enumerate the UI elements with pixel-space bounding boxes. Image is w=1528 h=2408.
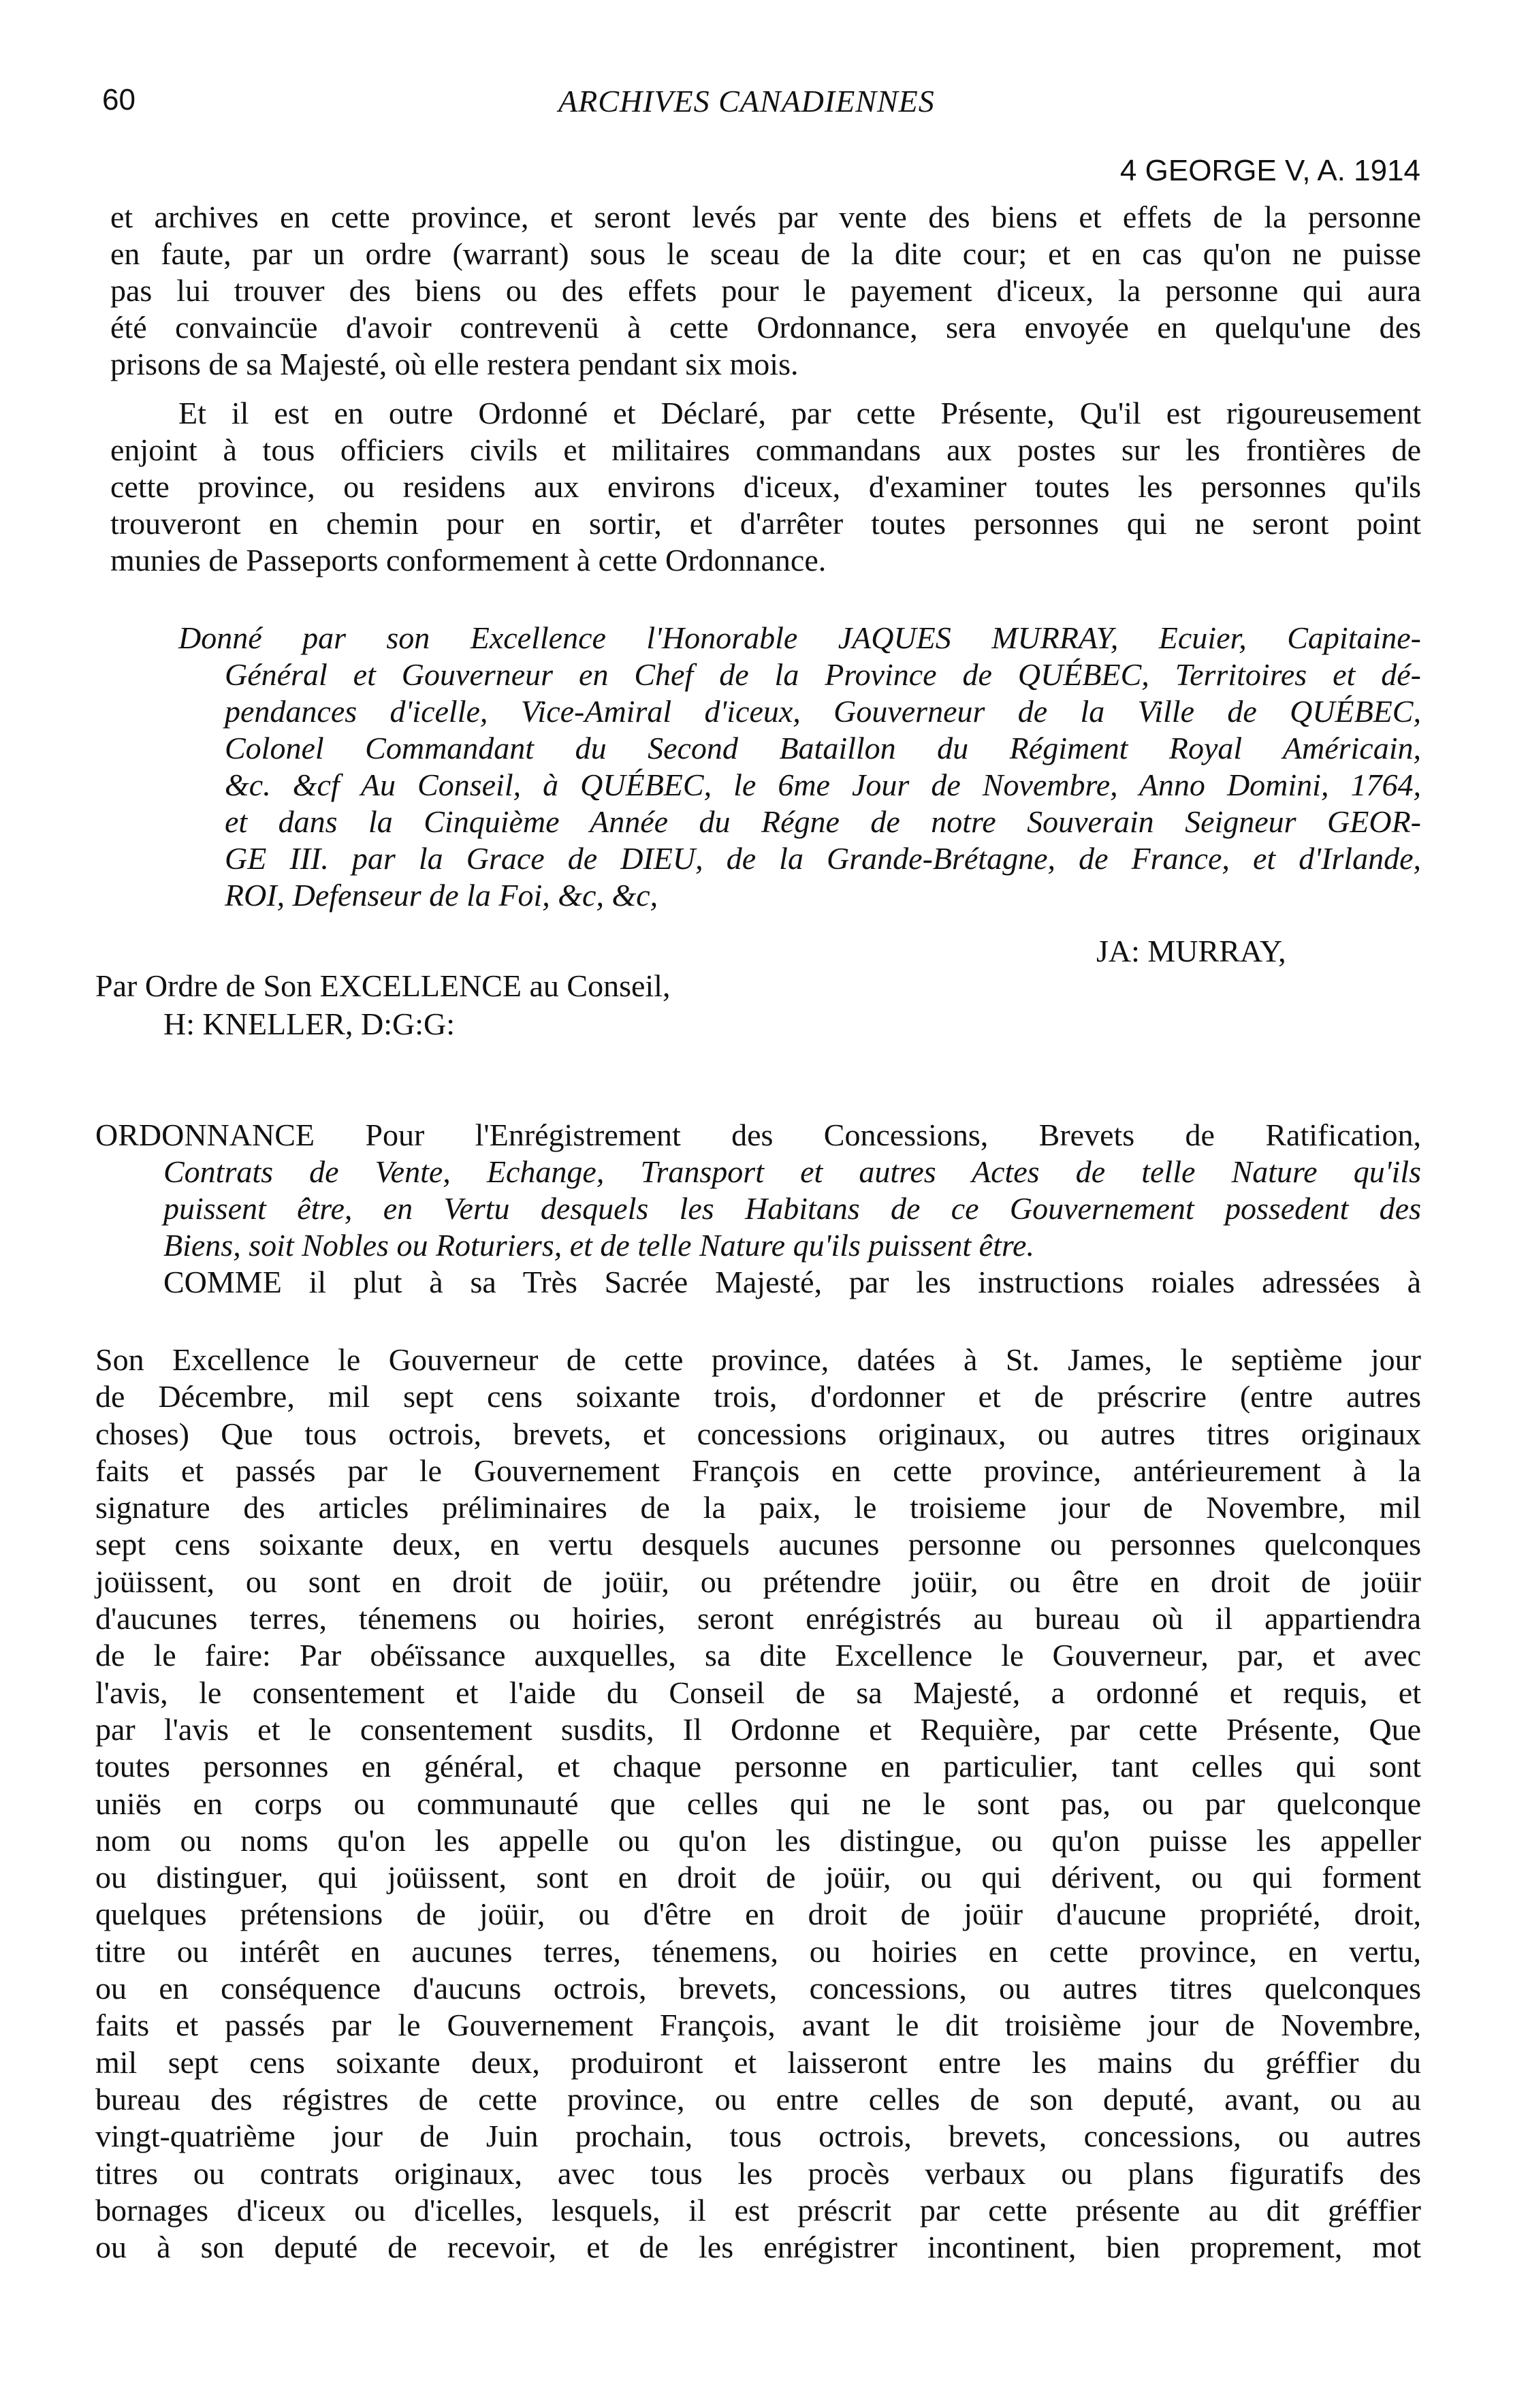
text-line: munies de Passeports conformement à cette Ordonnance. [110, 543, 827, 577]
text-line: puissent être, en Vertu desquels les Habitans de ce Gouvernement possedent des [163, 1191, 1421, 1226]
text-line: Colonel Commandant du Second Bataillon du Régiment Royal Américain, [225, 731, 1421, 765]
text-line: bureau des régistres de cette province, ou entre celles de son deputé, avant, ou au [95, 2081, 1421, 2117]
text-line: titres ou contrats originaux, avec tous les procès verbaux ou plans figuratifs des [95, 2155, 1421, 2191]
text-line: bornages d'iceux ou d'icelles, lesquels, il est préscrit par cette présente au dit gréffier [95, 2192, 1421, 2228]
text-line: vingt-quatrième jour de Juin prochain, tous octrois, brevets, concessions, ou autres [95, 2119, 1421, 2154]
text-line: d'aucunes terres, ténemens ou hoiries, seront enrégistrés au bureau où il appartiendra [95, 1601, 1421, 1636]
paragraph-penalty [110, 199, 1421, 383]
page-number: 60 [102, 83, 136, 116]
text-line: par l'avis et le consentement susdits, Il Ordonne et Requière, par cette Présente, Que [95, 1711, 1421, 1747]
text-line: faits et passés par le Gouvernement François en cette province, antérieurement à la [95, 1453, 1421, 1488]
paragraph-passports [110, 395, 1421, 579]
text-line: uniës en corps ou communauté que celles qui ne le sont pas, ou par quelconque [95, 1786, 1421, 1821]
text-line: COMME il plut à sa Très Sacrée Majesté, par les instructions roiales adressées à [163, 1265, 1421, 1299]
text-line: GE III. par la Grace de DIEU, de la Grande-Brétagne, de France, et d'Irlande, [225, 841, 1421, 876]
text-line: ORDONNANCE Pour l'Enrégistrement des Concessions, Brevets de Ratification, [95, 1118, 1421, 1152]
text-line: titre ou intérêt en aucunes terres, ténemens, ou hoiries en cette province, en vertu, [95, 1933, 1421, 1969]
signature: JA: MURRAY, [1096, 934, 1286, 968]
given-by-block [178, 620, 1421, 914]
text-line: H: KNELLER, D:G:G: [163, 1007, 456, 1041]
text-line: toutes personnes en général, et chaque personne en particulier, tant celles qui sont [95, 1749, 1421, 1784]
text-line: ou à son deputé de recevoir, et de les enrégistrer incontinent, bien proprement, mot [95, 2230, 1421, 2265]
text-line: quelques prétensions de joüir, ou d'être en droit de joüir d'aucune propriété, droit, [95, 1897, 1421, 1932]
text-line: signature des articles préliminaires de la paix, le troisieme jour de Novembre, mil [95, 1490, 1421, 1525]
volume-reference: 4 GEORGE V, A. 1914 [1119, 154, 1420, 187]
text-line: faits et passés par le Gouvernement François, avant le dit troisième jour de Novembre, [95, 2008, 1421, 2043]
text-line: &c. &cf Au Conseil, à QUÉBEC, le 6me Jour de Novembre, Anno Domini, 1764, [225, 767, 1421, 802]
text-line: ROI, Defenseur de la Foi, &c, &c, [225, 878, 658, 913]
text-line: de le faire: Par obéïssance auxquelles, sa dite Excellence le Gouverneur, par, et avec [95, 1638, 1421, 1673]
text-line: joüissent, ou sont en droit de joüir, ou prétendre joüir, ou être en droit de joüir [95, 1564, 1421, 1599]
text-line: ou en conséquence d'aucuns octrois, brevets, concessions, ou autres titres quelconques [95, 1971, 1421, 2006]
text-line: Son Excellence le Gouverneur de cette province, datées à St. James, le septième jour [95, 1342, 1421, 1377]
ordinance-heading [95, 1117, 1421, 1301]
text-line: sept cens soixante deux, en vertu desquels aucunes personne ou personnes quelconques [95, 1527, 1421, 1562]
text-line: été convaincüe d'avoir contrevenü à cette Ordonnance, sera envoyée en quelqu'une des [110, 310, 1421, 345]
text-line: trouveront en chemin pour en sortir, et d'arrêter toutes personnes qui ne seront point [110, 506, 1421, 541]
text-line: nom ou noms qu'on les appelle ou qu'on les distingue, ou qu'on puisse les appeller [95, 1822, 1421, 1858]
text-line: Contrats de Vente, Echange, Transport et autres Actes de telle Nature qu'ils [163, 1154, 1421, 1189]
text-line: Biens, soit Nobles ou Roturiers, et de telle Nature qu'ils puissent être. [163, 1228, 1034, 1263]
text-line: en faute, par un ordre (warrant) sous le sceau de la dite cour; et en cas qu'on ne puisse [110, 236, 1421, 271]
by-order-block [95, 967, 670, 1043]
text-line: pendances d'icelle, Vice-Amiral d'iceux, Gouverneur de la Ville de QUÉBEC, [225, 694, 1421, 729]
ordinance-body [95, 1342, 1421, 2266]
text-line: et dans la Cinquième Année du Régne de notre Souverain Seigneur GEOR- [225, 804, 1421, 839]
text-line: l'avis, le consentement et l'aide du Conseil de sa Majesté, a ordonné et requis, et [95, 1675, 1421, 1710]
text-line: ou distinguer, qui joüissent, sont en droit de joüir, ou qui dérivent, ou qui forment [95, 1860, 1421, 1895]
text-line: Général et Gouverneur en Chef de la Province de QUÉBEC, Territoires et dé- [225, 657, 1421, 692]
text-line: choses) Que tous octrois, brevets, et concessions originaux, ou autres titres originaux [95, 1416, 1421, 1451]
text-line: cette province, ou residens aux environs d'iceux, d'examiner toutes les personnes qu'ils [110, 469, 1421, 504]
text-line: Et il est en outre Ordonné et Déclaré, par cette Présente, Qu'il est rigoureusement [178, 396, 1421, 430]
text-line: pas lui trouver des biens ou des effets pour le payement d'iceux, la personne qui aura [110, 273, 1421, 308]
text-line: et archives en cette province, et seront levés par vente des biens et effets de la personne [110, 200, 1421, 234]
text-line: enjoint à tous officiers civils et militaires commandans aux postes sur les frontières de [110, 432, 1421, 467]
running-title: ARCHIVES CANADIENNES [558, 84, 935, 118]
text-line: Donné par son Excellence l'Honorable JAQUES MURRAY, Ecuier, Capitaine- [178, 620, 1421, 655]
text-line: Par Ordre de Son EXCELLENCE au Conseil, [95, 968, 671, 1003]
text-line: prisons de sa Majesté, où elle restera pendant six mois. [110, 347, 799, 381]
text-line: de Décembre, mil sept cens soixante trois, d'ordonner et de préscrire (entre autres [95, 1379, 1421, 1414]
text-line: mil sept cens soixante deux, produiront et laisseront entre les mains du gréffier du [95, 2044, 1421, 2080]
